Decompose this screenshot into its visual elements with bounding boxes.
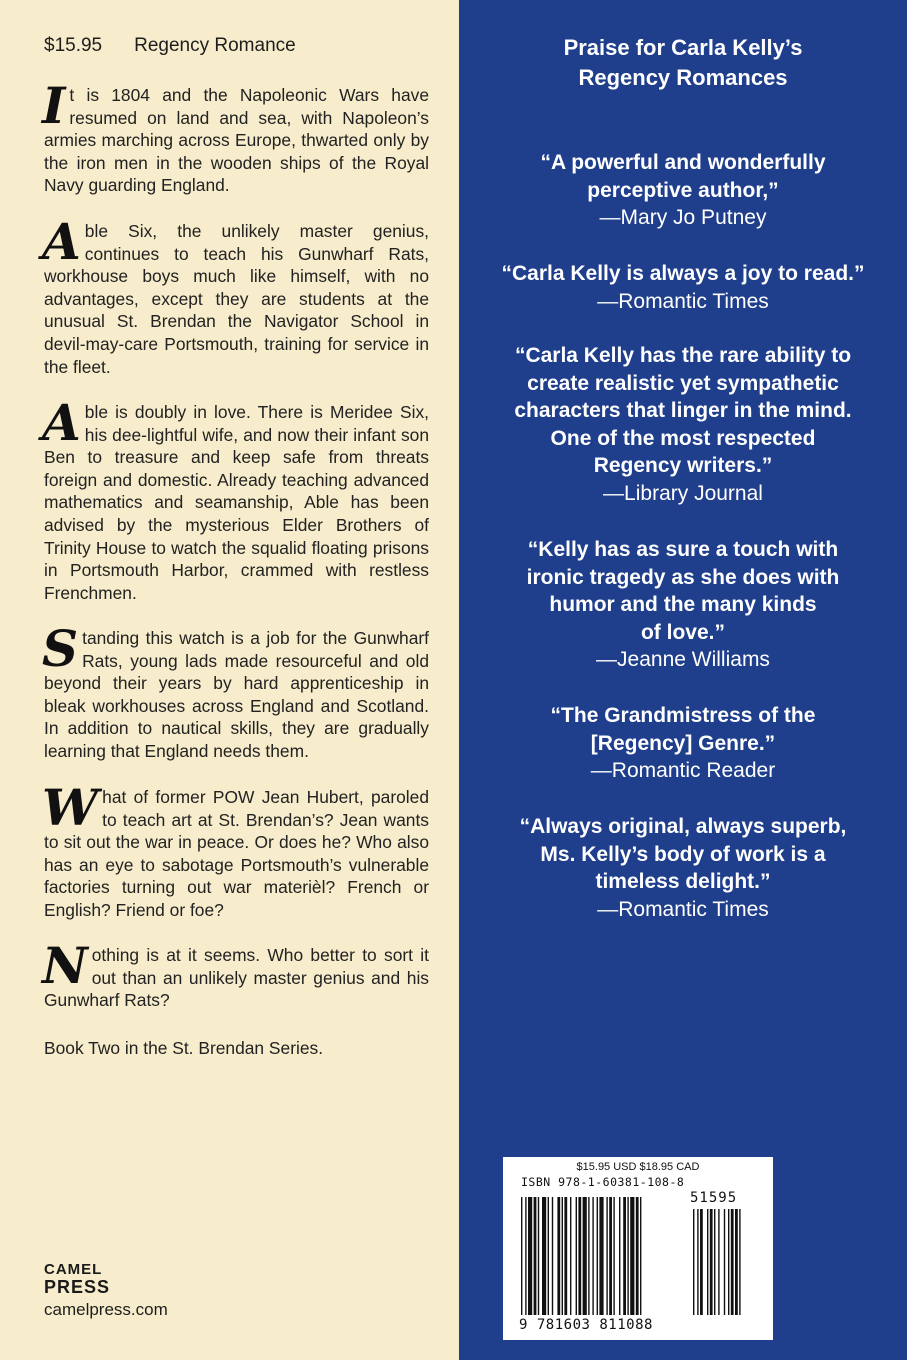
paragraph-text: hat of former POW Jean Hubert, paroled to teach art at St. Brendan’s? Jean wants to sit out the war in peace. Or does he? Who also has an eye to sabotage Portsmouth’s vulnerable factories turning out war materièl? French or English? Friend or foe?	[44, 787, 429, 920]
logo-top-text: CAMEL	[44, 1261, 103, 1278]
drop-cap: W	[42, 778, 99, 837]
blurb-paragraph	[42, 393, 429, 604]
praise-heading-line: Regency Romances	[578, 65, 788, 90]
quote-line: ironic tragedy as she does with	[526, 565, 840, 589]
praise-quote	[459, 260, 907, 315]
quote-source: —Jeanne Williams	[596, 648, 770, 672]
quote-line: Regency writers.”	[593, 454, 773, 478]
quote-line: “Carla Kelly is always a joy to read.”	[501, 262, 865, 285]
series-line: Book Two in the St. Brendan Series.	[44, 1038, 324, 1058]
quote-source: —Library Journal	[603, 481, 763, 505]
quote-line: “Carla Kelly has the rare ability to	[514, 344, 852, 367]
praise-quote	[459, 813, 907, 923]
quote-line: perceptive author,”	[587, 178, 779, 202]
quote-line: “The Grandmistress of the	[550, 704, 816, 727]
camel-press-logo	[44, 1262, 110, 1296]
quote-line: [Regency] Genre.”	[590, 731, 776, 755]
paragraph-text: tanding this watch is a job for the Gunwharf Rats, young lads made resourceful and old beyond their years by hard apprenticeship in bleak workhouses across England and Scotland. In addition to nautical skills, they are gradually learning that England needs them.	[44, 628, 429, 761]
quote-line: characters that linger in the mind.	[514, 399, 852, 423]
blurb-paragraph	[42, 778, 429, 922]
praise-heading-line: Praise for Carla Kelly’s	[563, 35, 803, 60]
genre: Regency Romance	[134, 35, 296, 56]
blurb-paragraph	[42, 212, 429, 378]
barcode-icon	[517, 1197, 763, 1317]
ean-number: 9 781603 811088	[519, 1317, 653, 1333]
drop-cap: A	[42, 393, 81, 452]
supplement-number: 51595	[690, 1190, 738, 1206]
paragraph-text: t is 1804 and the Napoleonic Wars have resumed on land and sea, with Napoleon’s armies marching across Europe, thwarted only by the iron men in the wooden ships of the Royal Navy guarding England.	[44, 85, 429, 196]
logo-bottom-text: PRESS	[44, 1277, 111, 1297]
isbn-text: ISBN 978-1-60381-108-8	[521, 1175, 685, 1189]
drop-cap: A	[42, 212, 81, 271]
quote-line: Ms. Kelly’s body of work is a	[540, 842, 826, 866]
drop-cap: I	[42, 76, 66, 135]
quote-line: of love.”	[640, 620, 725, 644]
blurb-paragraph	[42, 76, 429, 197]
quote-line: “Always original, always superb,	[519, 815, 847, 838]
praise-quote	[459, 149, 907, 232]
praise-heading	[459, 33, 907, 93]
quote-source: —Romantic Times	[597, 897, 769, 921]
price: $15.95	[44, 35, 103, 56]
paragraph-text: ble is doubly in love. There is Meridee Six, his dee-lightful wife, and now their infant son Ben to treasure and keep safe from threats foreign and domestic. Already teaching advanced mathematics and seamanship, Able has been advised by the mysterious Elder Brothers of Trinity House to watch the squalid floating prisons in Portsmouth Harbor, crammed with restless Frenchmen.	[44, 402, 429, 603]
praise-panel	[459, 0, 907, 1360]
drop-cap: S	[42, 619, 79, 678]
paragraph-text: othing is at it seems. Who better to sort it out than an unlikely master genius and his Gunwharf Rats?	[44, 945, 429, 1011]
blurb-paragraph	[42, 619, 429, 763]
praise-quote	[459, 536, 907, 674]
quote-source: —Mary Jo Putney	[599, 206, 767, 230]
quote-line: One of the most respected	[550, 426, 816, 450]
quote-source: —Romantic Times	[597, 289, 769, 313]
publisher-website: camelpress.com	[44, 1300, 168, 1319]
quote-line: “A powerful and wonderfully	[540, 151, 826, 174]
drop-cap: N	[42, 936, 88, 995]
quote-line: “Kelly has as sure a touch with	[527, 538, 839, 561]
barcode-price-line: $15.95 USD $18.95 CAD	[576, 1161, 700, 1173]
isbn-barcode-box	[503, 1157, 773, 1340]
quote-line: create realistic yet sympathetic	[527, 371, 839, 395]
blurb-paragraph	[42, 936, 429, 1012]
paragraph-text: ble Six, the unlikely master genius, continues to teach his Gunwharf Rats, workhouse boys much like himself, with no advantages, except they are students at the unusual St. Brendan the Navigator School in devil-may-care Portsmouth, training for service in the fleet.	[44, 221, 429, 377]
praise-quote	[459, 342, 907, 508]
praise-quote	[459, 702, 907, 785]
price-genre-line	[44, 35, 296, 57]
quote-line: timeless delight.”	[595, 870, 771, 894]
quote-line: humor and the many kinds	[549, 593, 817, 617]
quote-source: —Romantic Reader	[590, 759, 776, 783]
